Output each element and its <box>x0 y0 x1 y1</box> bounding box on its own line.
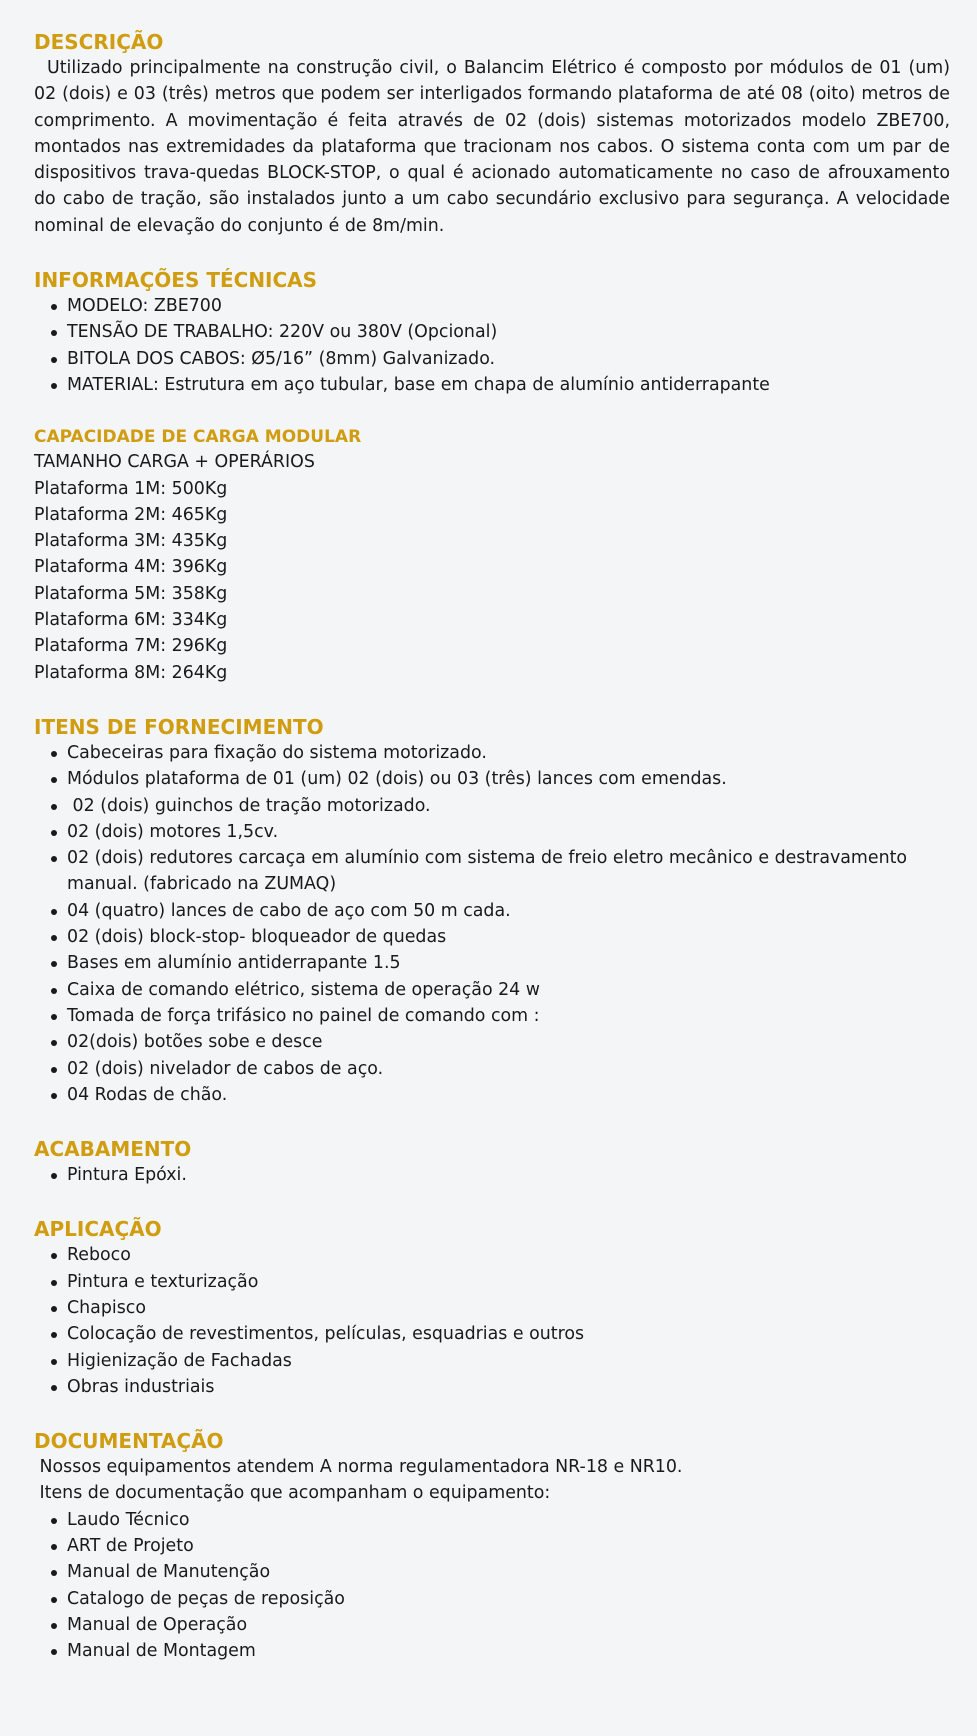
list-item: 02(dois) botões sobe e desce <box>67 1029 950 1055</box>
list-item: Bases em alumínio antiderrapante 1.5 <box>67 950 950 976</box>
itens-list <box>34 740 950 1108</box>
list-item: 02 (dois) guinchos de tração motorizado. <box>67 793 950 819</box>
list-item: Chapisco <box>67 1295 950 1321</box>
section-itens-fornecimento <box>34 714 950 1108</box>
capacidade-line: Plataforma 4M: 396Kg <box>34 557 228 578</box>
list-item: Caixa de comando elétrico, sistema de operação 24 w <box>67 977 950 1003</box>
list-item: Reboco <box>67 1242 950 1268</box>
list-item: Colocação de revestimentos, películas, esquadrias e outros <box>67 1321 950 1347</box>
list-item: MODELO: ZBE700 <box>67 293 950 319</box>
section-documentacao <box>34 1428 950 1664</box>
list-item: Cabeceiras para fixação do sistema motorizado. <box>67 740 950 766</box>
capacidade-line: Plataforma 8M: 264Kg <box>34 662 228 683</box>
aplicacao-heading: APLICAÇÃO <box>34 1217 162 1242</box>
capacidade-line: Plataforma 3M: 435Kg <box>34 531 228 552</box>
descricao-heading: DESCRIÇÃO <box>34 30 164 54</box>
capacidade-line: Plataforma 5M: 358Kg <box>34 583 228 604</box>
section-informacoes-tecnicas <box>34 267 950 398</box>
list-item: Pintura e texturização <box>67 1269 950 1295</box>
capacidade-heading: CAPACIDADE DE CARGA MODULAR <box>34 427 362 448</box>
section-acabamento <box>34 1136 950 1188</box>
documentacao-heading: DOCUMENTAÇÃO <box>34 1429 224 1454</box>
list-item: Módulos plataforma de 01 (um) 02 (dois) ou 03 (três) lances com emendas. <box>67 766 950 792</box>
list-item: Higienização de Fachadas <box>67 1348 950 1374</box>
itens-heading: ITENS DE FORNECIMENTO <box>34 714 324 739</box>
acabamento-heading: ACABAMENTO <box>34 1137 192 1162</box>
section-aplicacao <box>34 1216 950 1400</box>
capacidade-line: Plataforma 6M: 334Kg <box>34 610 228 631</box>
documentacao-intro: Nossos equipamentos atendem A norma regulamentadora NR-18 e NR10. <box>34 1457 683 1478</box>
list-item: 02 (dois) redutores carcaça em alumínio com sistema de freio eletro mecânico e destravamento manual. (fabricado na ZUMAQ) <box>67 845 950 898</box>
informacoes-list <box>34 293 950 398</box>
aplicacao-list <box>34 1242 950 1400</box>
section-descricao <box>34 29 950 239</box>
list-item: 04 (quatro) lances de cabo de aço com 50 m cada. <box>67 898 950 924</box>
list-item: MATERIAL: Estrutura em aço tubular, base em chapa de alumínio antiderrapante <box>67 372 950 398</box>
capacidade-line: Plataforma 1M: 500Kg <box>34 478 228 499</box>
list-item: Manual de Montagem <box>67 1638 950 1664</box>
capacidade-line: TAMANHO CARGA + OPERÁRIOS <box>34 452 315 473</box>
list-item: Manual de Manutenção <box>67 1559 950 1585</box>
documentacao-intro: Itens de documentação que acompanham o equipamento: <box>34 1483 551 1504</box>
descricao-text: Utilizado principalmente na construção civil, o Balancim Elétrico é composto por módulos de 01 (um) 02 (dois) e 03 (três) metros que podem ser interligados formando plataforma de até 08 (oito) metros de comprimento. A movimentação é feita através de 02 (dois) sistemas motorizados modelo ZBE700, montados nas extremidades da plataforma que tracionam nos cabos. O sistema conta com um par de dispositivos trava-quedas BLOCK-STOP, o qual é acionado automaticamente no caso de afrouxamento do cabo de tração, são instalados junto a um cabo secundário exclusivo para segurança. A velocidade nominal de elevação do conjunto é de 8m/min. <box>34 58 950 236</box>
acabamento-list <box>34 1162 950 1188</box>
list-item: Laudo Técnico <box>67 1507 950 1533</box>
list-item: Tomada de força trifásico no painel de comando com : <box>67 1003 950 1029</box>
list-item: Pintura Epóxi. <box>67 1162 950 1188</box>
documentacao-list <box>34 1507 950 1665</box>
section-capacidade <box>34 425 950 686</box>
list-item: Obras industriais <box>67 1374 950 1400</box>
list-item: 02 (dois) motores 1,5cv. <box>67 819 950 845</box>
capacidade-line: Plataforma 2M: 465Kg <box>34 504 228 525</box>
list-item: 04 Rodas de chão. <box>67 1082 950 1108</box>
list-item: Manual de Operação <box>67 1612 950 1638</box>
list-item: Catalogo de peças de reposição <box>67 1586 950 1612</box>
list-item: TENSÃO DE TRABALHO: 220V ou 380V (Opcional) <box>67 319 950 345</box>
list-item: ART de Projeto <box>67 1533 950 1559</box>
list-item: 02 (dois) nivelador de cabos de aço. <box>67 1056 950 1082</box>
capacidade-line: Plataforma 7M: 296Kg <box>34 636 228 657</box>
list-item: 02 (dois) block-stop- bloqueador de quedas <box>67 924 950 950</box>
list-item: BITOLA DOS CABOS: Ø5/16” (8mm) Galvanizado. <box>67 346 950 372</box>
informacoes-heading: INFORMAÇÕES TÉCNICAS <box>34 268 318 293</box>
